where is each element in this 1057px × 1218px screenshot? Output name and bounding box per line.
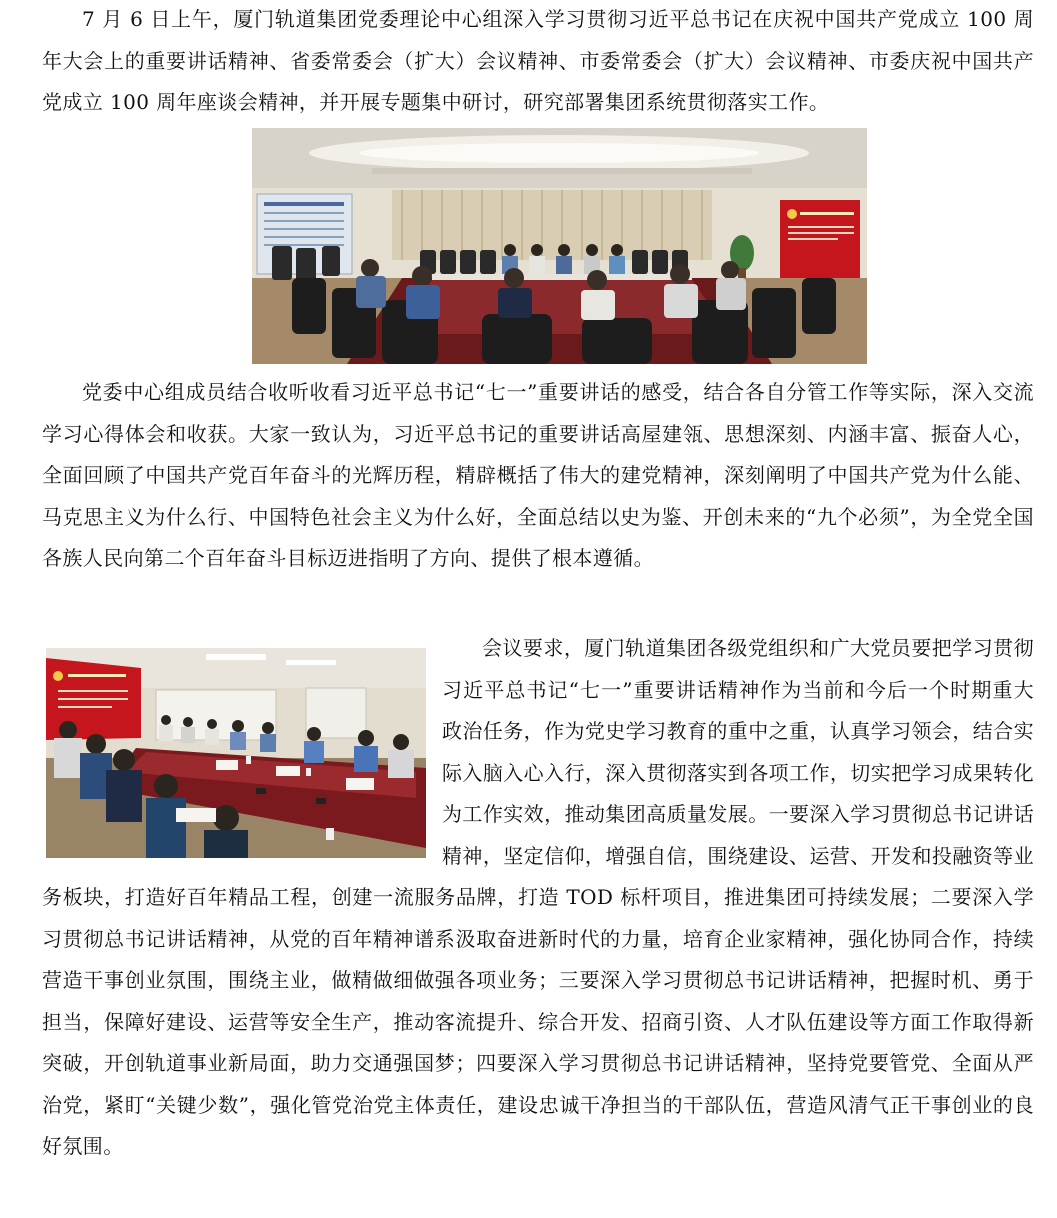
paragraph-3 (42, 628, 1034, 1168)
paragraph-2: 党委中心组成员结合收听收看习近平总书记“七一”重要讲话的感受，结合各自分管工作等实际，深入交流学习心得体会和收获。大家一致认为，习近平总书记的重要讲话高屋建瓴、思想深刻、内涵丰富、振奋人心，全面回顾了中国共产党百年奋斗的光辉历程，精辟概括了伟大的建党精神，深刻阐明了中国共产党为什么能、马克思主义为什么行、中国特色社会主义为什么好，全面总结以史为鉴、开创未来的“九个必须”，为全党全国各族人民向第二个百年奋斗目标迈进指明了方向、提供了根本遵循。 (42, 380, 1034, 570)
meeting-photo-1 (252, 128, 867, 364)
paragraph-3-text: 会议要求，厦门轨道集团各级党组织和广大党员要把学习贯彻习近平总书记“七一”重要讲话精神作为当前和今后一个时期重大政治任务，作为党史学习教育的重中之重，认真学习领会，结合实际入脑入心入行，深入贯彻落实到各项工作，切实把学习成果转化为工作实效，推动集团高质量发展。一要深入学习贯彻总书记讲话精神，坚定信仰，增强自信，围绕建设、运营、开发和投融资等业务板块，打造好百年精品工程，创建一流服务品牌，打造 TOD 标杆项目，推进集团可持续发展；二要深入学习贯彻总书记讲话精神，从党的百年精神谱系汲取奋进新时代的力量，培育企业家精神，强化协同合作，持续营造干事创业氛围，围绕主业，做精做细做强各项业务；三要深入学习贯彻总书记讲话精神，把握时机、勇于担当，保障好建设、运营等安全生产，推动客流提升、综合开发、招商引资、人才队伍建设等方面工作取得新突破，开创轨道事业新局面，助力交通强国梦；四要深入学习贯彻总书记讲话精神，坚持党要管党、全面从严治党，紧盯“关键少数”，强化管党治党主体责任，建设忠诚干净担当的干部队伍，营造风清气正干事创业的良好氛围。 (42, 636, 1034, 1158)
photo-float-spacer (42, 628, 442, 875)
paragraph-1: 7 月 6 日上午，厦门轨道集团党委理论中心组深入学习贯彻习近平总书记在庆祝中国共产党成立 100 周年大会上的重要讲话精神、省委常委会（扩大）会议精神、市委常委会（扩大）会议精神、市委庆祝中国共产党成立 100 周年座谈会精神，并开展专题集中研讨，研究部署集团系统贯彻落实工作。 (42, 7, 1034, 114)
